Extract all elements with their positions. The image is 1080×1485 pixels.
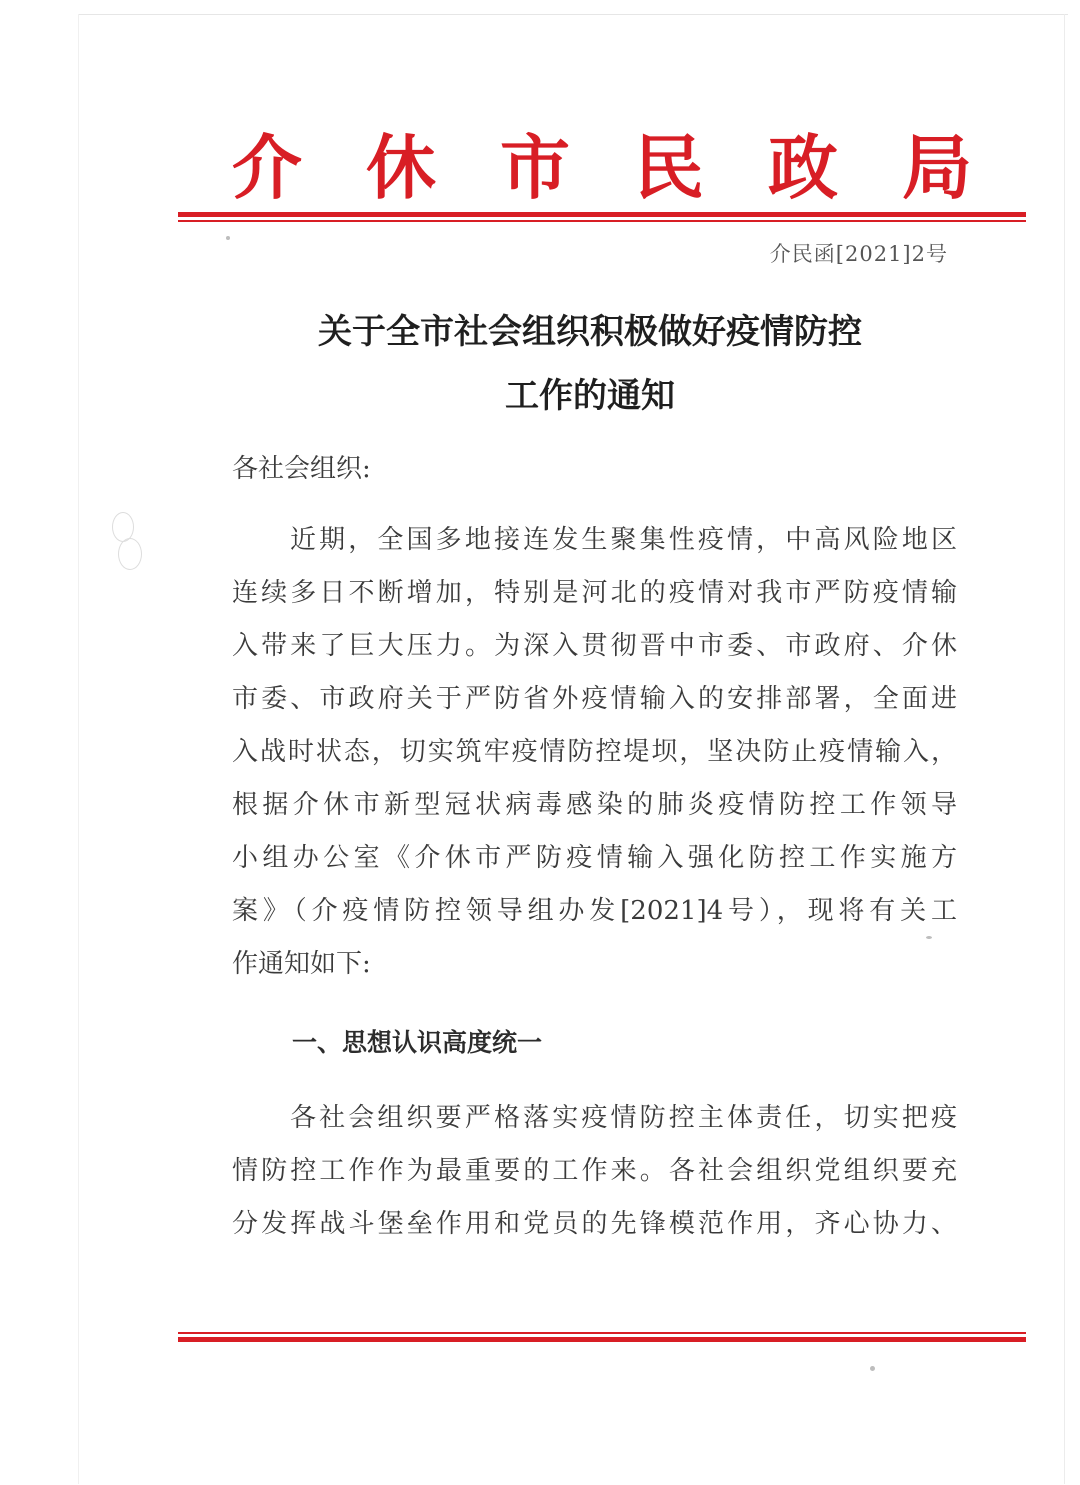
paragraph-1-line: 作通知如下:	[232, 949, 371, 979]
paragraph-1-line: 入带来了巨大压力。为深入贯彻晋中市委、市政府、介休	[232, 631, 957, 661]
document-title-line-1: 关于全市社会组织积极做好疫情防控	[318, 312, 862, 352]
paragraph-1-line: 案》（介疫情防控领导组办发[2021]4号），现将有关工	[232, 896, 957, 926]
scan-edge-right	[1064, 14, 1065, 1484]
paragraph-2-line: 分发挥战斗堡垒作用和党员的先锋模范作用，齐心协力、	[232, 1209, 957, 1239]
paragraph-1-line: 连续多日不断增加，特别是河北的疫情对我市严防疫情输	[232, 578, 957, 608]
document-title-line-2: 工作的通知	[505, 376, 675, 416]
agency-header-char: 民	[634, 126, 704, 209]
scan-speck	[926, 936, 932, 939]
scan-speck	[870, 1366, 875, 1371]
paragraph-2-line: 情防控工作作为最重要的工作来。各社会组织党组织要充	[232, 1156, 957, 1186]
paragraph-1-line: 市委、市政府关于严防省外疫情输入的安排部署，全面进	[232, 684, 957, 714]
footer-rule-thin	[178, 1332, 1026, 1334]
document-number: 介民函[2021]2号	[769, 242, 948, 266]
agency-header-char: 介	[232, 126, 302, 209]
section-1-heading: 一、思想认识高度统一	[292, 1028, 543, 1057]
paragraph-1-line: 根据介休市新型冠状病毒感染的肺炎疫情防控工作领导	[232, 790, 957, 820]
footer-rule-thick	[178, 1337, 1026, 1342]
agency-header-title	[232, 128, 972, 208]
document-title	[190, 300, 990, 428]
agency-header-char: 休	[366, 126, 436, 209]
scan-edge-top	[78, 14, 1068, 15]
paragraph-1-line: 入战时状态，切实筑牢疫情防控堤坝，坚决防止疫情输入，	[232, 737, 957, 767]
agency-header-char: 市	[500, 126, 570, 209]
agency-header-char: 政	[768, 126, 838, 209]
salutation: 各社会组织:	[232, 454, 371, 484]
header-rule-thick	[178, 212, 1026, 217]
paragraph-1-line: 小组办公室《介休市严防疫情输入强化防控工作实施方	[232, 843, 957, 873]
agency-header-char: 局	[902, 126, 972, 209]
scan-edge-left	[78, 14, 79, 1484]
paragraph-1-line: 近期，全国多地接连发生聚集性疫情，中高风险地区	[290, 525, 957, 555]
scan-speck	[226, 236, 230, 240]
header-rule-thin	[178, 220, 1026, 222]
paragraph-2-line: 各社会组织要严格落实疫情防控主体责任，切实把疫	[290, 1103, 957, 1133]
scan-smudge	[118, 538, 142, 570]
